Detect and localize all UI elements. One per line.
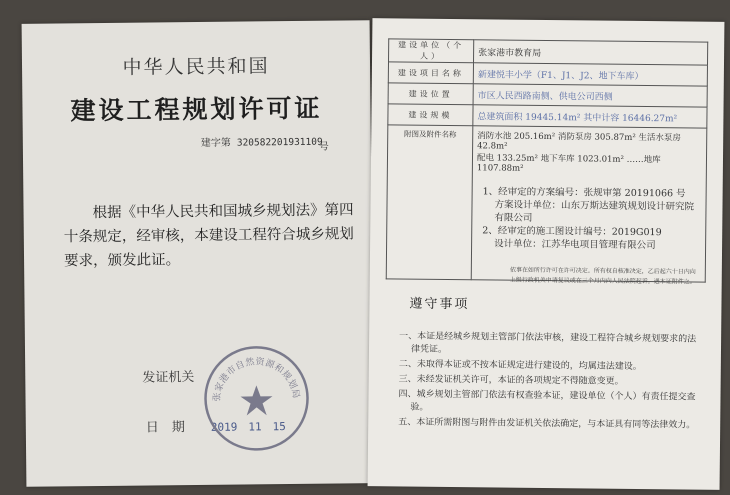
number-value: 320582201931109	[236, 136, 323, 149]
certificate-left-page	[22, 20, 375, 487]
date-value: 2019 11 15	[210, 420, 286, 434]
rules-heading: 遵守事项	[409, 296, 470, 313]
rule-item: 二、未取得本证或不按本证规定进行建设的，均属违法建设。	[398, 359, 642, 373]
rule-item: 四、城乡规划主管部门依法有权查验本证，建设单位（个人）有责任提交查验。	[398, 389, 696, 413]
official-seal-icon	[201, 343, 312, 454]
info-value: 总建筑面积 19445.14m² 其中计容 16446.27m²	[473, 105, 707, 128]
info-label: 建设规模	[388, 104, 473, 126]
info-value: 市区人民西路南侧、供电公司西侧	[473, 84, 707, 107]
appeal-note: 依事在如所行许可在许可决定。所有权自核准决定，乙后起六十日内向上级行政机关申请复议或在三个月内向人民法院起诉。遇本证附件之。	[509, 266, 696, 286]
approvals-list	[476, 185, 702, 252]
country-name: 中华人民共和国	[122, 55, 270, 79]
approval-line: 设计单位：江苏华电项目管理有限公司	[494, 238, 656, 252]
approval-line: 2、经审定的施工图设计编号：2019G019	[482, 225, 662, 239]
certificate-right-page	[368, 18, 725, 490]
approval-line: 1、经审定的方案编号：张规审第 20191066 号	[482, 186, 686, 200]
certificate-body	[63, 198, 364, 273]
info-value: 新建悦丰小学（F1、J1、J2、地下车库）	[473, 63, 707, 86]
info-label: 建设单位（个人）	[389, 39, 474, 63]
rules-list	[398, 330, 699, 434]
number-prefix: 建字第	[200, 137, 231, 149]
info-value: 张家港市教育局	[473, 40, 707, 65]
attachment-row	[386, 125, 707, 282]
facilities-line-2: 配电 133.25m² 地下车库 1023.01m² ……地库 1107.88m²	[476, 153, 661, 174]
date-label: 日 期	[145, 420, 185, 436]
number-suffix: 号	[318, 141, 329, 153]
certificate-number	[200, 133, 329, 153]
certificate-title: 建设工程规划许可证	[70, 93, 323, 126]
rule-item: 一、本证是经城乡规划主管部门依法审核，建设工程符合城乡规划要求的法律凭证。	[399, 331, 697, 355]
seal-text: 张家港市自然资源和规划局	[212, 357, 301, 403]
issuer-label: 发证机关	[142, 370, 195, 386]
info-row	[389, 39, 708, 65]
info-label: 建设项目名称	[388, 62, 473, 84]
rule-item: 三、未经发证机关许可，本证的各项规定不得随意变更。	[398, 374, 624, 387]
body-text: 根据《中华人民共和国城乡规划法》第四十条规定，经审核，本建设工程符合城乡规划要求，颁发此证。	[63, 202, 354, 270]
attach-label: 附图及附件名称	[386, 125, 473, 280]
attach-content	[471, 126, 707, 282]
facilities-line-1: 消防水池 205.16m² 消防泵房 305.87m² 生活水泵房 42.8m²	[477, 131, 682, 152]
approval-line: 方案设计单位：山东万斯达建筑规划设计研究院有限公司	[494, 199, 695, 224]
info-label: 建设位置	[388, 83, 473, 105]
rule-item: 五、本证所需附图与附件由发证机关依法确定，与本证具有同等法律效力。	[398, 417, 696, 431]
project-info-table	[386, 38, 709, 282]
